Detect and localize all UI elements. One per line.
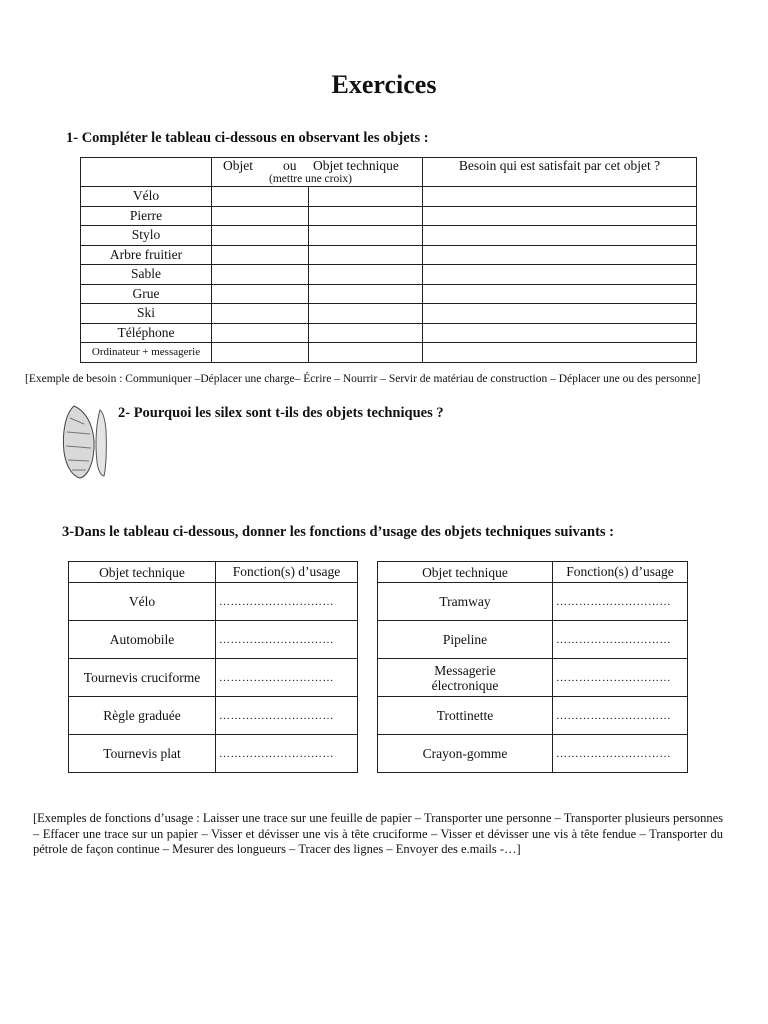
objet-cell[interactable] — [212, 245, 309, 265]
question-1: 1- Compléter le tableau ci-dessous en observant les objets : — [66, 130, 429, 146]
col-object: Objet technique — [378, 562, 553, 583]
table-row — [69, 735, 358, 773]
objet-cell[interactable] — [212, 284, 309, 304]
functions-table-left — [68, 561, 358, 773]
objet-technique-cell[interactable] — [309, 304, 423, 324]
col-object: Objet technique — [69, 562, 216, 583]
flint-icon — [60, 404, 112, 480]
objet-cell[interactable] — [212, 304, 309, 324]
objet-cell[interactable] — [212, 343, 309, 363]
header-ou: ou — [283, 158, 297, 173]
table-header-row — [81, 158, 697, 187]
row-label: Ordinateur + messagerie — [81, 343, 212, 363]
object-name: Tournevis plat — [69, 735, 216, 773]
table-row — [378, 583, 688, 621]
header-objet-cell — [212, 158, 423, 187]
besoin-cell[interactable] — [423, 304, 697, 324]
table-row — [69, 659, 358, 697]
objet-cell[interactable] — [212, 323, 309, 343]
answer-field[interactable]: ………………………… — [216, 735, 358, 773]
besoin-cell[interactable] — [423, 343, 697, 363]
object-name: Crayon-gomme — [378, 735, 553, 773]
table-row — [81, 304, 697, 324]
object-name: Tournevis cruciforme — [69, 659, 216, 697]
table-row — [81, 323, 697, 343]
table-row — [81, 265, 697, 285]
besoin-cell[interactable] — [423, 265, 697, 285]
besoin-cell[interactable] — [423, 206, 697, 226]
table-row — [81, 343, 697, 363]
header-besoin: Besoin qui est satisfait par cet objet ? — [423, 158, 697, 187]
objet-technique-cell[interactable] — [309, 265, 423, 285]
header-objet: Objet — [223, 158, 253, 173]
header-croix: (mettre une croix) — [269, 173, 353, 185]
objet-cell[interactable] — [212, 187, 309, 207]
table-header-row — [378, 562, 688, 583]
besoin-cell[interactable] — [423, 245, 697, 265]
row-label: Sable — [81, 265, 212, 285]
row-label: Arbre fruitier — [81, 245, 212, 265]
answer-field[interactable]: ………………………… — [216, 659, 358, 697]
objet-cell[interactable] — [212, 206, 309, 226]
object-name: Messagerie électronique — [378, 659, 553, 697]
col-function: Fonction(s) d’usage — [216, 562, 358, 583]
page-title: Exercices — [331, 70, 437, 99]
row-label: Téléphone — [81, 323, 212, 343]
row-label: Pierre — [81, 206, 212, 226]
besoin-cell[interactable] — [423, 284, 697, 304]
object-name: Vélo — [69, 583, 216, 621]
table-row — [378, 697, 688, 735]
row-label: Ski — [81, 304, 212, 324]
function-examples: [Exemples de fonctions d’usage : Laisser une trace sur une feuille de papier – Transporter une personne – Transporter plusieurs personnes – Effacer une trace sur un papier – Visser et dévisser une vis à tête cruciforme – Visser et dévisser une vis à tête fendue – Transporter du pétrole de façon continue – Mesurer des longueurs – Tracer des lignes – Envoyer des e.mails -…] — [33, 811, 723, 856]
besoin-cell[interactable] — [423, 187, 697, 207]
header-objet-technique: Objet technique — [313, 158, 399, 173]
objet-technique-cell[interactable] — [309, 226, 423, 246]
functions-table-right — [377, 561, 688, 773]
answer-field[interactable]: ………………………… — [553, 697, 688, 735]
besoin-cell[interactable] — [423, 226, 697, 246]
objet-technique-cell[interactable] — [309, 323, 423, 343]
objet-technique-cell[interactable] — [309, 206, 423, 226]
row-label: Grue — [81, 284, 212, 304]
objet-technique-cell[interactable] — [309, 187, 423, 207]
row-label: Stylo — [81, 226, 212, 246]
table-row — [81, 245, 697, 265]
table-row — [69, 697, 358, 735]
object-name: Automobile — [69, 621, 216, 659]
answer-field[interactable]: ………………………… — [216, 697, 358, 735]
table-row — [378, 621, 688, 659]
objet-technique-cell[interactable] — [309, 343, 423, 363]
table-header-row — [69, 562, 358, 583]
besoin-example: [Exemple de besoin : Communiquer –Déplacer une charge– Écrire – Nourrir – Servir de matériau de construction – Déplacer une ou des personne] — [25, 373, 701, 385]
answer-field[interactable]: ………………………… — [553, 621, 688, 659]
answer-field[interactable]: ………………………… — [553, 659, 688, 697]
question-2: 2- Pourquoi les silex sont t-ils des objets techniques ? — [118, 405, 444, 421]
objects-table — [80, 157, 697, 363]
table-row — [81, 187, 697, 207]
table-row — [69, 583, 358, 621]
table-row — [81, 284, 697, 304]
row-label: Vélo — [81, 187, 212, 207]
objet-technique-cell[interactable] — [309, 245, 423, 265]
answer-field[interactable]: ………………………… — [553, 583, 688, 621]
table-row — [378, 735, 688, 773]
objet-cell[interactable] — [212, 226, 309, 246]
object-name: Pipeline — [378, 621, 553, 659]
table-row — [378, 659, 688, 697]
object-name: Règle graduée — [69, 697, 216, 735]
answer-field[interactable]: ………………………… — [553, 735, 688, 773]
objet-cell[interactable] — [212, 265, 309, 285]
table-row — [81, 226, 697, 246]
col-function: Fonction(s) d’usage — [553, 562, 688, 583]
table-row — [69, 621, 358, 659]
answer-field[interactable]: ………………………… — [216, 583, 358, 621]
answer-field[interactable]: ………………………… — [216, 621, 358, 659]
besoin-cell[interactable] — [423, 323, 697, 343]
object-name: Trottinette — [378, 697, 553, 735]
question-3: 3-Dans le tableau ci-dessous, donner les fonctions d’usage des objets techniques suivants : — [62, 524, 614, 540]
objet-technique-cell[interactable] — [309, 284, 423, 304]
object-name: Tramway — [378, 583, 553, 621]
table-row — [81, 206, 697, 226]
